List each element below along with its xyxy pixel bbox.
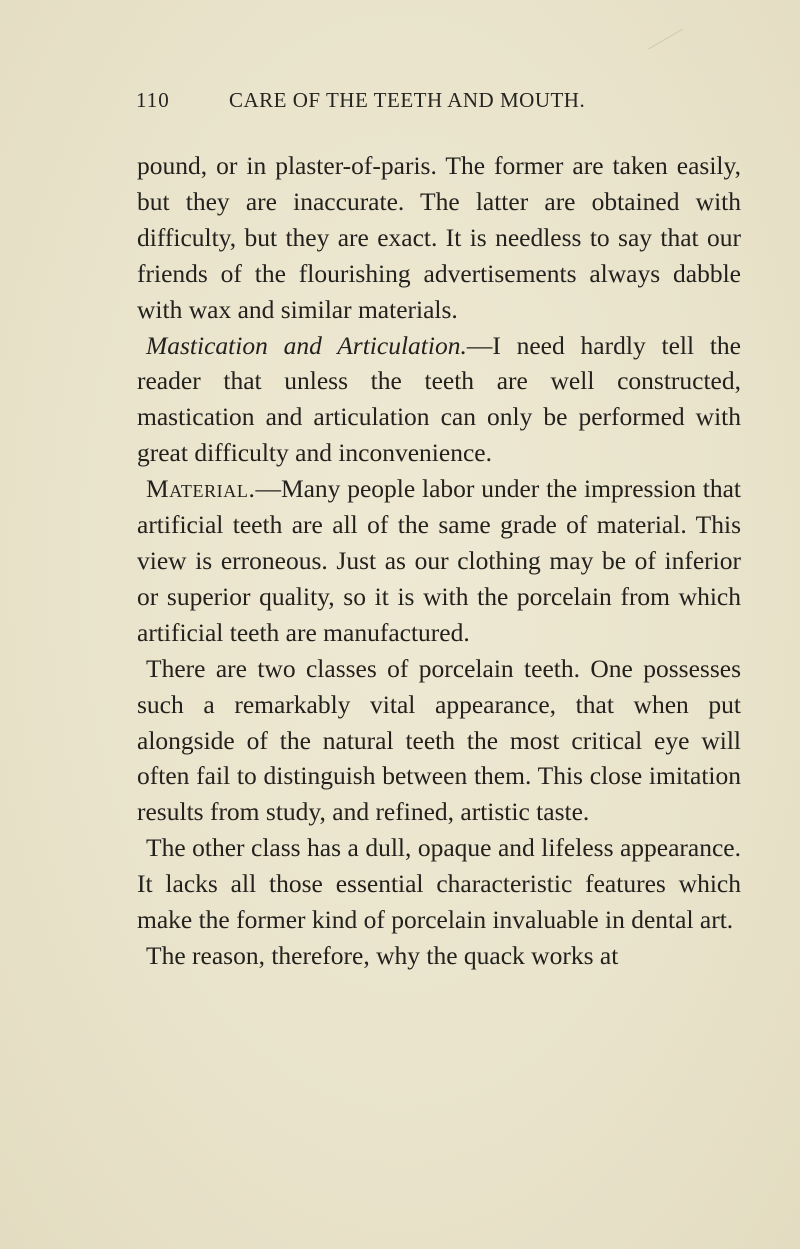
paragraph-2 <box>137 328 741 472</box>
paragraph-4: There are two classes of porcelain teeth. One possesses such a remarkably vital appearance, that when put alongside of the natural teeth the most critical eye will often fail to distinguish between them. This close imitation results from study, and refined, artistic taste. <box>137 653 741 827</box>
section-heading-mastication: Mastication and Articulation. <box>146 330 467 360</box>
paragraph-3-body: —Many people labor under the impression that artificial teeth are all of the same grade of material. This view is erroneous. Just as our clothing may be of inferior or superior quality, so it is with the porcelain from which artificial teeth are manufactured. <box>137 474 741 647</box>
paragraph-2-body: —I need hardly tell the reader that unless the teeth are well constructed, mastication and articulation can only be performed with great difficulty and inconvenience. <box>137 330 742 468</box>
paragraph-5: The other class has a dull, opaque and lifeless appearance. It lacks all those essential characteristic features which make the former kind of porcelain invaluable in dental art. <box>137 833 741 935</box>
paper-crease-mark <box>637 10 683 50</box>
running-title: CARE OF THE TEETH AND MOUTH. <box>229 88 586 112</box>
page-number: 110 <box>136 88 170 112</box>
body-text <box>137 148 741 974</box>
paragraph-1: pound, or in plaster-of-paris. The former are taken easily, but they are inaccurate. The latter are obtained with difficulty, but they are exact. It is needless to say that our friends of the flourishing advertisements always dabble with wax and similar materials. <box>137 151 741 324</box>
page-header <box>136 88 736 118</box>
paragraph-3 <box>137 471 741 651</box>
paragraph-6: The reason, therefore, why the quack works at <box>146 940 619 970</box>
section-heading-material: Material. <box>146 474 256 504</box>
